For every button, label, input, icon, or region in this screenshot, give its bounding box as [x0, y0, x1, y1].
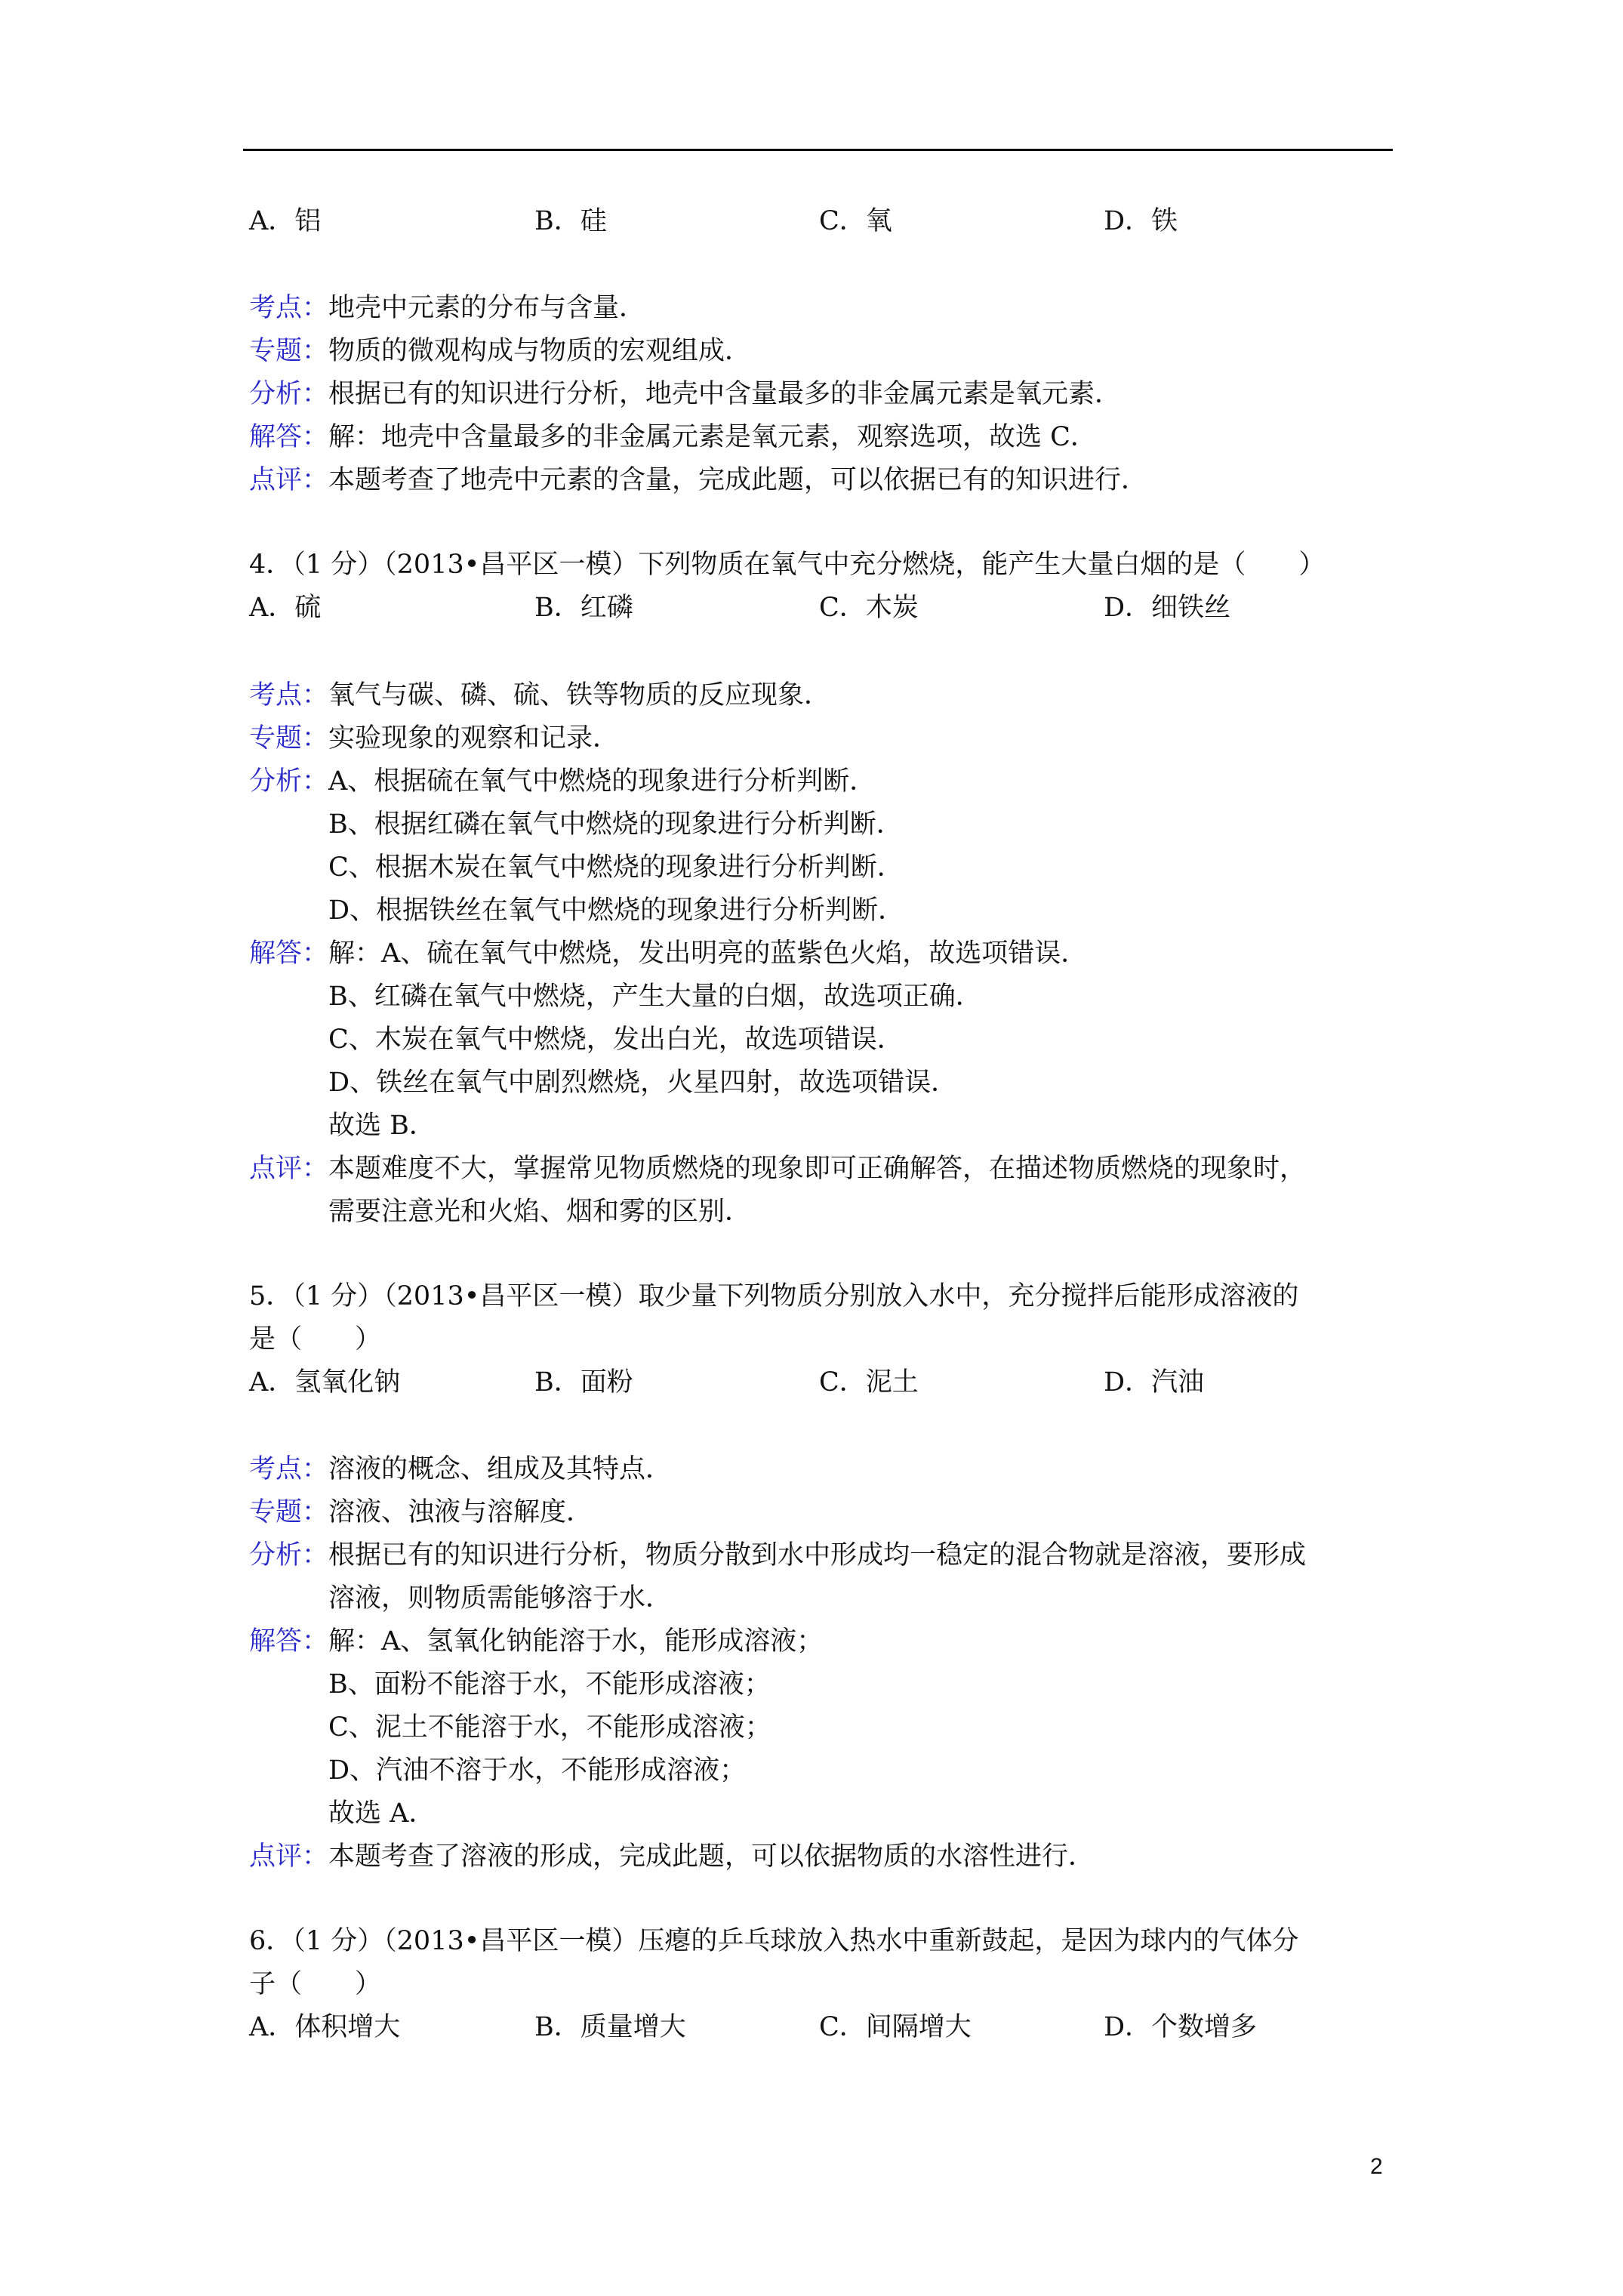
q3-option-c: C．氧 [819, 206, 892, 236]
q5-fenxi-line: 溶液，则物质需能够溶于水． [328, 1583, 673, 1613]
q5-option-b: B．面粉 [534, 1367, 633, 1398]
page-number: 2 [1370, 2154, 1383, 2179]
jieda-label: 解答： [249, 422, 329, 452]
dianping-text: 本题考查了地壳中元素的含量，完成此题，可以依据已有的知识进行． [328, 465, 1148, 495]
zhuanti-text: 实验现象的观察和记录． [328, 723, 620, 754]
q4-jieda-line: D、铁丝在氧气中剧烈燃烧，火星四射，故选项错误． [328, 1068, 958, 1098]
jieda-label: 解答： [249, 938, 329, 969]
jieda-line: 解：A、氢氧化钠能溶于水，能形成溶液； [328, 1626, 824, 1657]
q3-fenxi [249, 377, 1121, 411]
zhuanti-label: 专题： [249, 1497, 329, 1527]
q4-jieda-line: 故选 B． [328, 1111, 436, 1141]
q4-fenxi [249, 764, 876, 799]
q4-zhuanti [249, 721, 619, 756]
q6-option-d: D．个数增多 [1104, 2012, 1258, 2042]
q6-option-b: B．质量增大 [534, 2012, 686, 2042]
kaodian-text: 氧气与碳、磷、硫、铁等物质的反应现象． [328, 680, 831, 710]
zhuanti-text: 物质的微观构成与物质的宏观组成． [328, 336, 752, 366]
q5-jieda-line: 故选 A． [328, 1798, 436, 1829]
q3-option-b: B．硅 [534, 206, 607, 236]
q4-option-a: A．硫 [249, 593, 322, 623]
q3-zhuanti [249, 334, 751, 368]
dianping-text: 本题考查了溶液的形成，完成此题，可以依据物质的水溶性进行． [328, 1841, 1095, 1872]
kaodian-label: 考点： [249, 680, 329, 710]
q5-stem-line: 是（ ） [249, 1324, 382, 1354]
fenxi-label: 分析： [249, 379, 329, 409]
dianping-label: 点评： [249, 1154, 329, 1184]
kaodian-label: 考点： [249, 1454, 329, 1484]
header-rule [243, 149, 1393, 151]
fenxi-line: A、根据硫在氧气中燃烧的现象进行分析判断． [328, 766, 876, 797]
fenxi-label: 分析： [249, 766, 329, 797]
q4-jieda-line: C、木炭在氧气中燃烧，发出白光，故选项错误． [328, 1025, 904, 1055]
q4-jieda [249, 936, 1087, 971]
fenxi-label: 分析： [249, 1540, 329, 1570]
dianping-line: 本题难度不大，掌握常见物质燃烧的现象即可正确解答，在描述物质燃烧的现象时， [328, 1154, 1307, 1184]
q5-stem-line: 5．（1 分）（2013•昌平区一模）取少量下列物质分别放入水中，充分搅拌后能形成溶液的 [249, 1281, 1299, 1311]
q4-kaodian [249, 678, 830, 713]
zhuanti-label: 专题： [249, 723, 329, 754]
q4-stem: 4．（1 分）（2013•昌平区一模）下列物质在氧气中充分燃烧，能产生大量白烟的是（ ） [249, 550, 1326, 580]
jieda-label: 解答： [249, 1626, 329, 1657]
q5-option-c: C．泥土 [819, 1367, 919, 1398]
q5-option-a: A．氢氧化钠 [249, 1367, 401, 1398]
q5-jieda [249, 1624, 823, 1659]
q3-kaodian [249, 291, 645, 325]
q5-jieda-line: C、泥土不能溶于水，不能形成溶液； [328, 1712, 771, 1743]
q4-option-b: B．红磷 [534, 593, 633, 623]
q3-dianping [249, 463, 1147, 498]
q4-fenxi-line: C、根据木炭在氧气中燃烧的现象进行分析判断． [328, 852, 904, 883]
q4-jieda-line: B、红磷在氧气中燃烧，产生大量的白烟，故选项正确． [328, 982, 982, 1012]
jieda-text: 解：地壳中含量最多的非金属元素是氧元素，观察选项，故选 C． [328, 422, 1097, 452]
q5-jieda-line: B、面粉不能溶于水，不能形成溶液； [328, 1669, 771, 1700]
q6-option-c: C．间隔增大 [819, 2012, 972, 2042]
q3-option-d: D．铁 [1104, 206, 1178, 236]
q5-option-d: D．汽油 [1104, 1367, 1205, 1398]
q5-jieda-line: D、汽油不溶于水，不能形成溶液； [328, 1755, 747, 1786]
kaodian-text: 溶液的概念、组成及其特点． [328, 1454, 673, 1484]
q4-fenxi-line: D、根据铁丝在氧气中燃烧的现象进行分析判断． [328, 895, 905, 926]
zhuanti-text: 溶液、浊液与溶解度． [328, 1497, 593, 1527]
dianping-label: 点评： [249, 465, 329, 495]
q6-option-a: A．体积增大 [249, 2012, 401, 2042]
q5-zhuanti [249, 1495, 593, 1530]
kaodian-text: 地壳中元素的分布与含量． [328, 293, 646, 323]
q6-stem-line: 子（ ） [249, 1969, 382, 1999]
q4-fenxi-line: B、根据红磷在氧气中燃烧的现象进行分析判断． [328, 809, 903, 840]
kaodian-label: 考点： [249, 293, 329, 323]
q3-option-a: A．铝 [249, 206, 322, 236]
jieda-line: 解：A、硫在氧气中燃烧，发出明亮的蓝紫色火焰，故选项错误． [328, 938, 1088, 969]
zhuanti-label: 专题： [249, 336, 329, 366]
q4-dianping-line: 需要注意光和火焰、烟和雾的区别． [328, 1197, 752, 1227]
q5-dianping [249, 1839, 1095, 1874]
q3-jieda [249, 420, 1097, 455]
fenxi-line: 根据已有的知识进行分析，物质分散到水中形成均一稳定的混合物就是溶液，要形成 [328, 1540, 1307, 1570]
q5-kaodian [249, 1452, 672, 1487]
q6-stem-line: 6．（1 分）（2013•昌平区一模）压瘪的乒乓球放入热水中重新鼓起，是因为球内的气体分 [249, 1926, 1299, 1956]
q4-dianping [249, 1151, 1306, 1186]
q4-option-d: D．细铁丝 [1104, 593, 1231, 623]
fenxi-text: 根据已有的知识进行分析，地壳中含量最多的非金属元素是氧元素． [328, 379, 1122, 409]
dianping-label: 点评： [249, 1841, 329, 1872]
q4-option-c: C．木炭 [819, 593, 919, 623]
q5-fenxi [249, 1538, 1306, 1573]
